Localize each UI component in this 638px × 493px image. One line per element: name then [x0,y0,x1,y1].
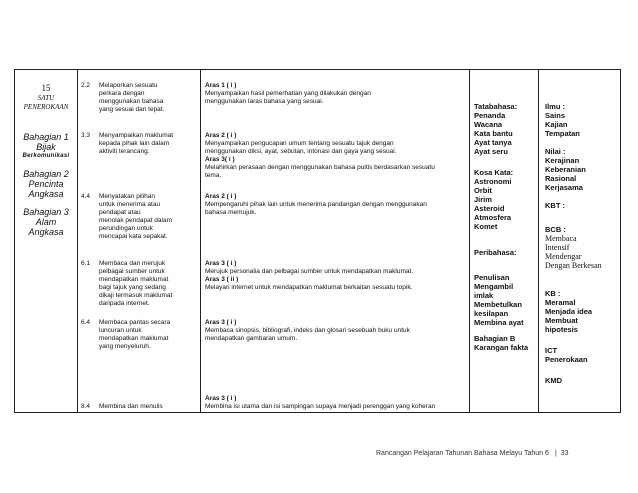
nilai-item: Kerjasama [545,183,583,192]
level-heading: Aras 3 ( i ) [205,260,237,267]
grammar-item: Orbit [474,186,492,195]
grammar-item: Membetulkan [474,300,522,309]
grammar-group [474,168,513,231]
kb-item: Meramal [545,298,576,307]
grammar-item: Penanda [474,111,506,120]
unit-3-title: Angkasa [28,227,64,237]
grammar-group [474,248,517,257]
unit-1-title: Bijak [36,142,56,152]
grammar-heading: Tatabahasa: [474,102,518,111]
level-heading: Aras 2 ( i ) [205,132,237,139]
level-block [205,82,467,106]
unit-2-title: Pencinta [28,179,64,189]
bcb-item: Membaca [545,234,577,243]
standards-column [78,70,200,412]
standard-line: yang menyeluruh. [99,343,151,350]
level-line: Melayari internet untuk mendapatkan maklumat berkaitan sesuatu topik. [205,284,413,291]
ict-item: Penerokaan [545,355,588,364]
grammar-heading: Peribahasa: [474,248,517,257]
grammar-item: Komet [474,222,498,231]
unit-1-title: Bahagian 1 [23,132,69,142]
level-line: mendapatkan gambaran umum. [205,335,298,342]
unit-2-title: Angkasa [28,189,64,199]
nilai-group [545,147,586,192]
bcb-group [545,225,602,270]
level-block [205,193,467,217]
standard-item [81,403,198,411]
level-line: Mempengaruhi pihak lain untuk menerima pandangan dengan menggunakan [205,201,427,208]
grammar-heading: Bahagian B [474,334,516,343]
ilmu-heading: Ilmu : [545,102,565,111]
level-line: Menyampaikan pengucapan umum tentang sesuatu tajuk dengan [205,140,394,147]
standard-item [81,132,198,156]
standard-code: 2.2 [81,82,91,89]
level-line: menggunakan laras bahasa yang sesuai. [205,98,324,105]
standard-line: Membina dan menulis [99,403,163,410]
level-heading: Aras 1 ( i ) [205,82,237,89]
kmd-label: KMD [545,376,563,385]
level-heading: Aras 3( i ) [205,156,235,163]
standard-line: menolak pendapat dalam [99,217,172,224]
standard-line: perkara dengan [99,90,145,97]
week-number: 15 [41,83,51,93]
footer-separator: | [554,450,557,457]
ict-heading: ICT [545,346,558,355]
elements-column [539,70,622,412]
kb-item: Menjada idea [545,307,593,316]
grammar-item: Kata bantu [474,129,513,138]
level-block [205,395,467,411]
kb-group [545,289,592,334]
unit-3-title: Alam [35,217,57,227]
grammar-item: imlak [474,291,494,300]
standard-code: 3.3 [81,132,91,139]
page-footer [376,450,569,457]
kb-item: hipotesis [545,325,578,334]
standard-item [81,193,198,241]
level-heading: Aras 2 ( i ) [205,193,237,200]
standard-code: 6.1 [81,260,91,267]
standard-line: daripada internet. [99,300,150,307]
grammar-item: Mengambil [474,282,514,291]
grammar-column [470,70,538,412]
kbt-label: KBT : [545,201,565,210]
level-line: Membaca sinopsis, bibliografi, indeks dan glosari sesebuah buku untuk [205,327,410,334]
kb-heading: KB : [545,289,561,298]
level-heading: Aras 3 ( i ) [205,319,237,326]
standard-line: mendapatkan maklumat [99,276,169,283]
bcb-item: Mendengar [545,252,582,261]
bcb-item: Intensif [545,243,570,252]
level-block [205,132,467,180]
theme-label: PENEROKAAN [23,103,69,111]
grammar-item: Membina ayat [474,318,524,327]
standard-line: pendapat atau [99,209,141,216]
standard-line: Melaporkan sesuatu [99,82,158,89]
grammar-item: Astronomi [474,177,512,186]
level-line: Merujuk personalia dan pelbagai sumber untuk mendapatkan maklumat. [205,268,414,275]
levels-column [201,70,469,412]
standard-line: dikaji termasuk maklumat [99,292,173,299]
standard-line: Membaca dan merujuk [99,260,166,267]
standard-item [81,319,198,351]
standard-line: Membaca pantas secara [99,319,171,326]
unit-3 [15,207,77,237]
grammar-group [474,102,517,156]
standard-code: 8.4 [81,403,91,410]
grammar-item: Asteroid [474,204,505,213]
standard-line: untuk menerima atau [99,201,161,208]
ilmu-group [545,102,580,138]
grammar-item: Wacana [474,120,503,129]
standard-item [81,260,198,308]
grammar-group [474,334,528,352]
nilai-item: Keberanian [545,165,586,174]
lesson-plan-table [14,69,621,413]
level-block [205,260,467,292]
ilmu-item: Sains [545,111,566,120]
standard-line: bagi tajuk yang sedang [99,284,166,291]
grammar-item: kesilapan [474,309,509,318]
grammar-heading: Kosa Kata: [474,168,514,177]
ilmu-item: Tempatan [545,129,580,138]
standard-item [81,82,198,114]
grammar-item: Karangan fakta [474,343,529,352]
grammar-item: Jirim [474,195,492,204]
level-line: Melahirkan perasaan dengan menggunakan bahasa puitis berdasarkan sesuatu [205,164,435,171]
grammar-item: Ayat tanya [474,138,512,147]
unit-1-subtitle: Berkomunikasi [22,153,70,159]
level-block [205,319,467,343]
standard-line: luncuran untuk [99,327,142,334]
nilai-heading: Nilai : [545,147,566,156]
standard-code: 4.4 [81,193,91,200]
standard-line: pelbagai sumber untuk [99,268,165,275]
level-line: menggunakan diksi, ayat, sebutan, intonasi dan gaya yang sesuai. [205,148,397,155]
standard-line: menggunakan bahasa [99,98,164,105]
standard-line: aktiviti terancang. [99,148,150,155]
bcb-heading: BCB : [545,225,566,234]
standard-line: yang sesuai dan tepat. [99,106,165,113]
level-heading: Aras 3 ( i ) [205,395,237,402]
grammar-heading: Penulisan [474,273,510,282]
week-theme-column [15,70,77,412]
level-heading: Aras 3 ( ii ) [205,276,239,283]
unit-3-title: Bahagian 3 [23,207,69,217]
level-line: tema. [205,172,222,179]
ilmu-item: Kajian [545,120,568,129]
bcb-item: Dengan Berkesan [545,261,602,270]
top-header-bar [0,0,638,58]
grammar-group [474,273,524,327]
page-number: 33 [560,450,569,457]
standard-code: 6.4 [81,319,91,326]
week-word: SATU [37,94,55,102]
standard-line: mencapai kata sepakat. [99,233,168,240]
unit-2-title: Bahagian 2 [23,169,69,179]
standard-line: mendapatkan maklumat [99,335,169,342]
nilai-item: Rasional [545,174,577,183]
footer-title: Rancangan Pelajaran Tahunan Bahasa Melayu Tahun 6 [376,450,549,457]
unit-1 [15,132,77,161]
standard-line: perundingan untuk [99,225,153,232]
nilai-item: Kerajinan [545,156,580,165]
level-line: Membina isi utama dan isi sampingan supaya menjadi perenggan yang koheran [205,403,436,410]
level-line: Menyampaikan hasil pemerhatian yang dilakukan dengan [205,90,371,97]
kb-item: Membuat [545,316,578,325]
grammar-item: Atmosfera [474,213,512,222]
standard-line: Menyampaikan maklumat [99,132,174,139]
standard-line: kepada pihak lain dalam [99,140,170,147]
level-line: bahasa memujuk. [205,209,257,216]
standard-line: Menyatakan pilihan [99,193,156,200]
grammar-item: Ayat seru [474,147,508,156]
unit-2 [15,169,77,199]
ict-group [545,346,588,364]
